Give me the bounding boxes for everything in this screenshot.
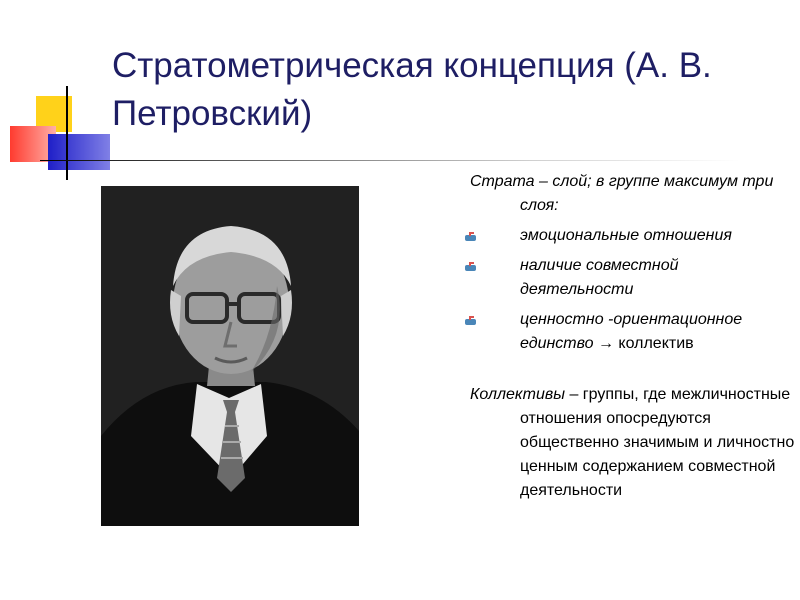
mailbox-icon [464,316,478,326]
list-item-label: наличие совместной деятельности [520,257,679,298]
portrait-photo [101,186,359,526]
strata-paragraph [470,170,795,218]
text-column [470,170,795,503]
strata-term: Страта [470,173,535,190]
list-item [470,224,795,248]
strata-definition: – слой; в группе максимум три слоя: [520,173,774,214]
collectives-term: Коллективы [470,386,566,403]
mailbox-icon [464,232,478,242]
list-item-label: ценностно -ориентационное единство [520,311,743,352]
collective-arrow-text: → коллектив [593,335,694,352]
title-underline [40,160,740,161]
strata-layers-list [470,224,795,356]
collectives-definition: – группы, где межличностные отношения опосредуются общественно значимым и личностно ценным содержанием совместной деятельности [520,386,795,499]
list-item-label: эмоциональные отношения [520,227,732,244]
mailbox-icon [464,262,478,272]
list-item [470,254,795,302]
decor-vertical-line [66,86,68,180]
slide-title: Стратометрическая концепция (А. В. Петровский) [112,46,712,133]
collectives-paragraph [470,383,795,503]
decor-blue-square [48,134,110,170]
list-item [470,308,795,356]
